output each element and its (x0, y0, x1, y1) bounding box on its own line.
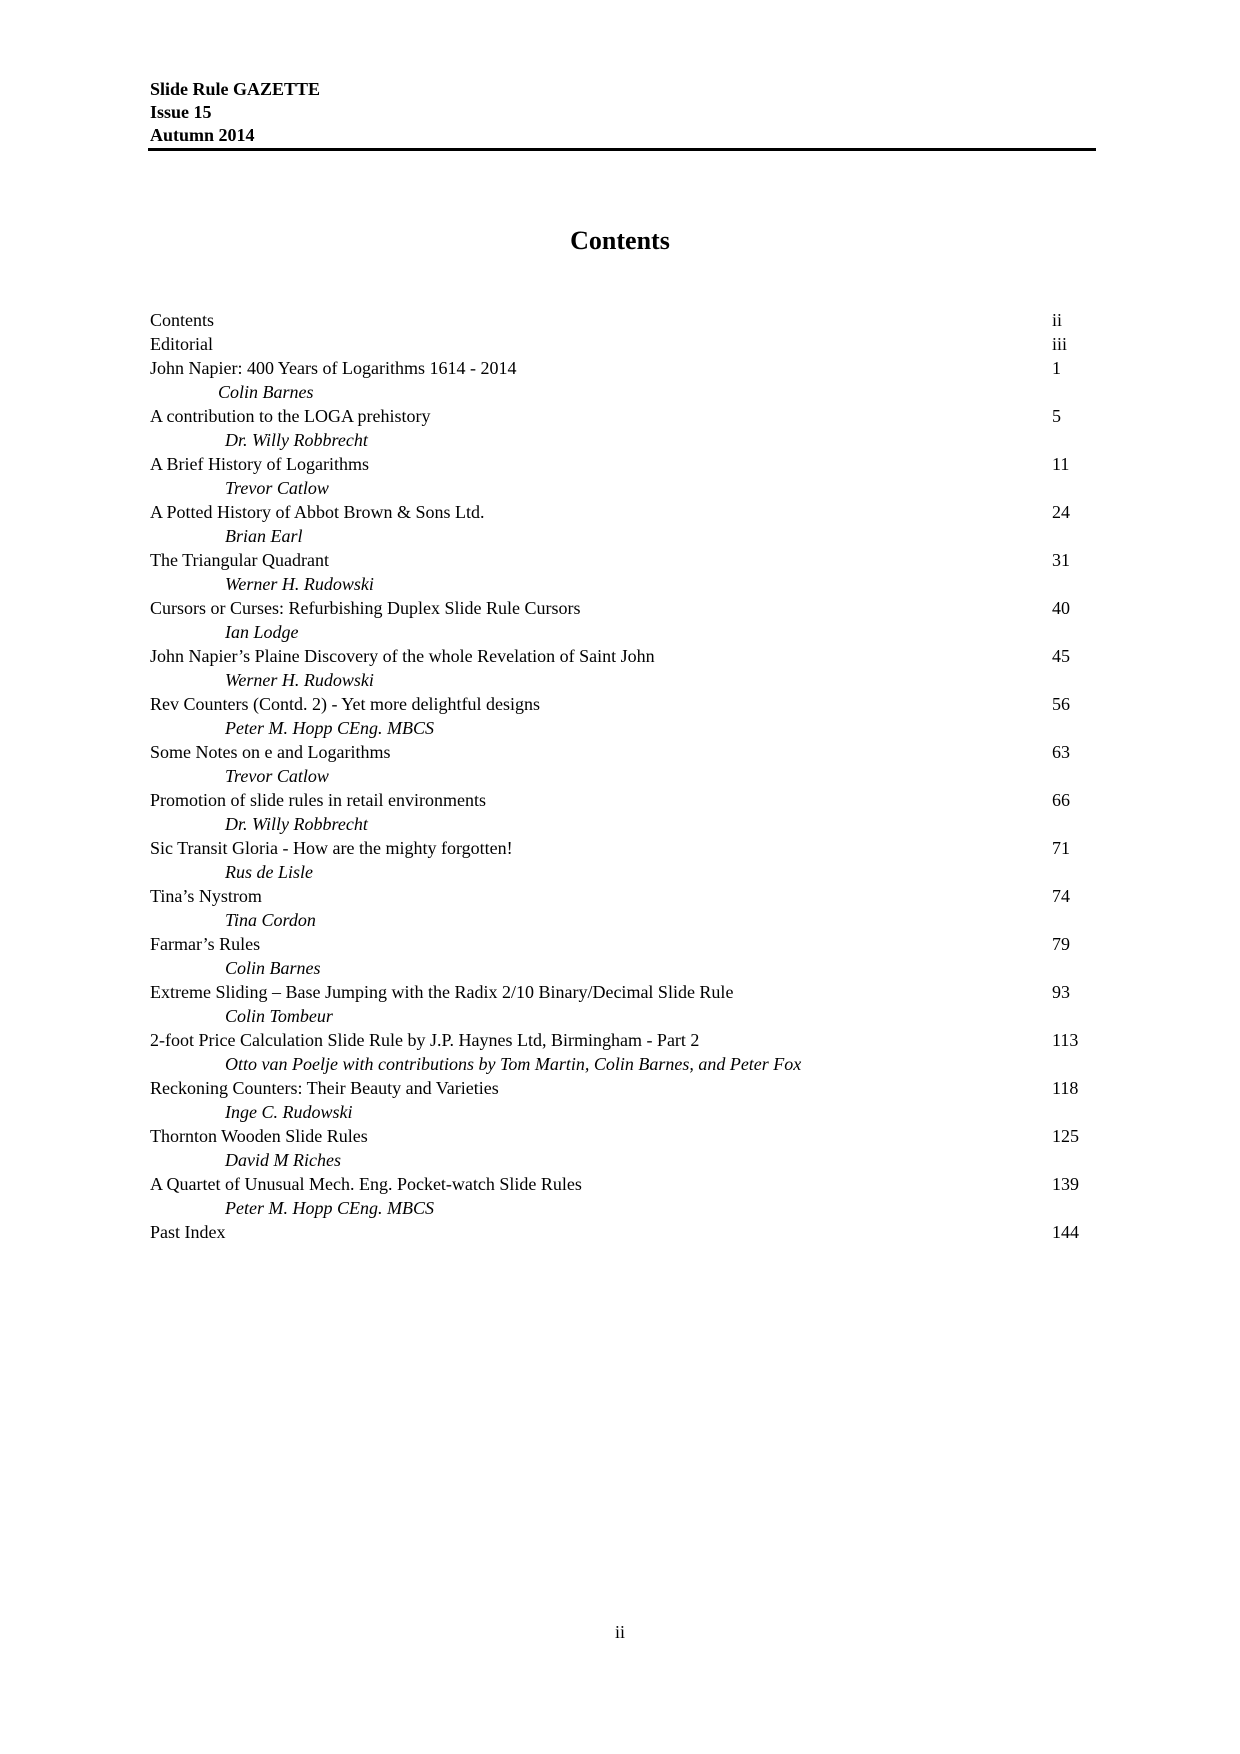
toc-entry-author: Peter M. Hopp CEng. MBCS (225, 718, 434, 738)
toc-entry-title: Sic Transit Gloria - How are the mighty forgotten! (150, 838, 513, 858)
toc-entry-author: Trevor Catlow (225, 766, 329, 786)
page-title: Contents (570, 226, 670, 255)
toc-entry-title: A Potted History of Abbot Brown & Sons Ltd. (150, 502, 485, 522)
toc-entry (150, 884, 1070, 908)
toc-entry-title: Thornton Wooden Slide Rules (150, 1126, 368, 1146)
toc-entry-author: Peter M. Hopp CEng. MBCS (225, 1198, 434, 1218)
toc-entry-author: Dr. Willy Robbrecht (225, 814, 368, 834)
page-number: ii (614, 1622, 625, 1642)
toc-entry-page: 56 (1052, 694, 1070, 714)
toc-entry-author: Rus de Lisle (225, 862, 313, 882)
toc-entry (150, 500, 1070, 524)
toc-entry-title: John Napier’s Plaine Discovery of the whole Revelation of Saint John (150, 646, 655, 666)
toc-entry-title: A Brief History of Logarithms (150, 454, 369, 474)
toc-entry-title: A contribution to the LOGA prehistory (150, 406, 431, 426)
toc-entry (150, 332, 1070, 356)
toc-entry-title: Tina’s Nystrom (150, 886, 262, 906)
toc-entry-page: 79 (1052, 934, 1070, 954)
toc-entry-author: Dr. Willy Robbrecht (225, 430, 368, 450)
toc-entry (150, 452, 1070, 476)
toc-entry-page: 71 (1052, 838, 1070, 858)
toc-entry (150, 788, 1070, 812)
toc-entry (150, 692, 1070, 716)
toc-entry-author: Werner H. Rudowski (225, 574, 374, 594)
toc-entry-title: Rev Counters (Contd. 2) - Yet more delightful designs (150, 694, 540, 714)
toc-entry (150, 980, 1070, 1004)
toc-entry-page: 74 (1052, 886, 1070, 906)
toc-entry-page: 40 (1052, 598, 1070, 618)
running-header (150, 78, 1096, 147)
toc-entry (150, 1220, 1079, 1244)
toc-entry-page: ii (1052, 310, 1063, 330)
toc-entry (150, 548, 1070, 572)
toc-entry-author: David M Riches (225, 1150, 341, 1170)
toc-entry-author: Colin Tombeur (225, 1006, 333, 1026)
toc-entry-page: 1 (1052, 358, 1061, 378)
toc-entry (150, 644, 1070, 668)
toc-entry-page: 63 (1052, 742, 1070, 762)
toc-entry (150, 932, 1070, 956)
toc-entry-author: Trevor Catlow (225, 478, 329, 498)
toc-entry-author: Inge C. Rudowski (225, 1102, 353, 1122)
toc-entry-author: Colin Barnes (218, 382, 314, 402)
toc-entry-author: Colin Barnes (225, 958, 321, 978)
toc-entry-author: Brian Earl (225, 526, 303, 546)
toc-entry-author: Ian Lodge (225, 622, 299, 642)
toc-entry-title: Cursors or Curses: Refurbishing Duplex Slide Rule Cursors (150, 598, 581, 618)
toc-entry (150, 1124, 1079, 1148)
toc-entry (150, 596, 1070, 620)
toc-entry (150, 356, 1070, 380)
toc-entry-page: 31 (1052, 550, 1070, 570)
issue-number: Issue 15 (150, 102, 212, 122)
toc-entry-page: 125 (1052, 1126, 1079, 1146)
header-rule (148, 148, 1096, 151)
toc-entry-title: Farmar’s Rules (150, 934, 261, 954)
toc-entry-title: The Triangular Quadrant (150, 550, 329, 570)
toc-entry (150, 1028, 1079, 1052)
toc-entry-author: Tina Cordon (225, 910, 316, 930)
toc-entry-title: Contents (150, 310, 215, 330)
toc-entry-page: 66 (1052, 790, 1070, 810)
toc-entry-page: 144 (1052, 1222, 1079, 1242)
publication-name: Slide Rule GAZETTE (150, 79, 321, 99)
toc-entry-page: 93 (1052, 982, 1070, 1002)
toc-entry-page: iii (1052, 334, 1068, 354)
toc-entry-page: 113 (1052, 1030, 1079, 1050)
toc-entry-title: A Quartet of Unusual Mech. Eng. Pocket-watch Slide Rules (150, 1174, 582, 1194)
toc-entry-page: 45 (1052, 646, 1070, 666)
toc-entry (150, 404, 1070, 428)
table-of-contents (150, 308, 1079, 1244)
toc-entry-title: Editorial (150, 334, 213, 354)
toc-entry-author: Otto van Poelje with contributions by Tom Martin, Colin Barnes, and Peter Fox (225, 1054, 802, 1074)
toc-entry-page: 5 (1052, 406, 1061, 426)
toc-entry-title: Reckoning Counters: Their Beauty and Varieties (150, 1078, 499, 1098)
toc-entry (150, 1172, 1079, 1196)
toc-entry-title: Promotion of slide rules in retail environments (150, 790, 486, 810)
toc-entry (150, 1076, 1079, 1100)
toc-entry-title: 2-foot Price Calculation Slide Rule by J.P. Haynes Ltd, Birmingham - Part 2 (150, 1030, 700, 1050)
toc-entry-author: Werner H. Rudowski (225, 670, 374, 690)
issue-season: Autumn 2014 (150, 125, 255, 145)
toc-entry (150, 308, 1070, 332)
toc-entry-page: 11 (1052, 454, 1070, 474)
toc-entry-page: 118 (1052, 1078, 1079, 1098)
toc-entry-title: Extreme Sliding – Base Jumping with the Radix 2/10 Binary/Decimal Slide Rule (150, 982, 734, 1002)
toc-entry-title: Some Notes on e and Logarithms (150, 742, 391, 762)
toc-entry-page: 139 (1052, 1174, 1079, 1194)
toc-entry-page: 24 (1052, 502, 1070, 522)
toc-entry (150, 836, 1070, 860)
toc-entry-title: John Napier: 400 Years of Logarithms 1614 - 2014 (150, 358, 517, 378)
toc-entry (150, 740, 1070, 764)
toc-entry-title: Past Index (150, 1222, 226, 1242)
